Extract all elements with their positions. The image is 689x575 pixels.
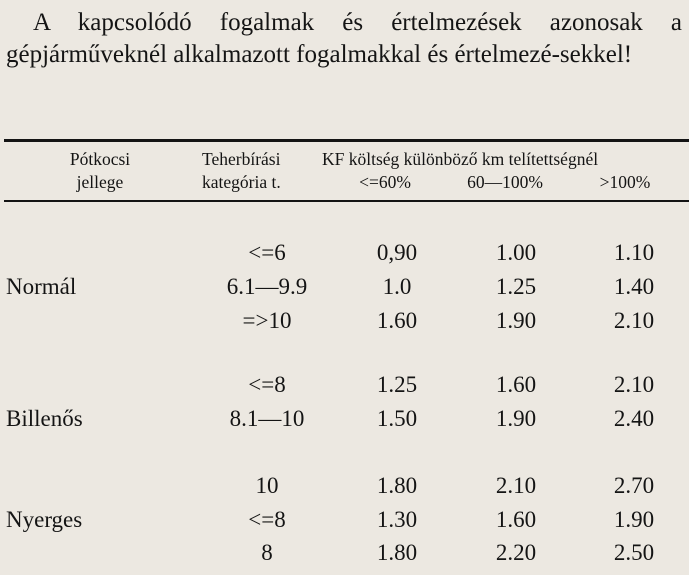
header-cost-group: KF költség különböző km telítettségnél <box>322 149 599 169</box>
row-normal-2-category: 6.1—9.9 <box>226 274 308 299</box>
row-billenos-2-le60: 1.50 <box>376 406 418 431</box>
header-trailer-type <box>48 148 152 194</box>
header-capacity-line2: kategória t. <box>202 172 281 192</box>
group-label-nyerges: Nyerges <box>6 507 83 532</box>
row-normal-3-le60: 1.60 <box>376 308 418 333</box>
header-capacity <box>202 148 281 194</box>
row-billenos-1-gt100: 2.10 <box>613 372 655 397</box>
header-capacity-line1: Teherbírási <box>202 149 281 169</box>
header-col-60-100: 60—100% <box>467 172 543 192</box>
row-normal-1-le60: 0,90 <box>376 240 418 265</box>
row-nyerges-1-le60: 1.80 <box>376 473 418 498</box>
row-billenos-2-gt100: 2.40 <box>613 406 655 431</box>
row-billenos-2-60-100: 1.90 <box>495 406 537 431</box>
group-label-billenos: Billenős <box>6 406 83 431</box>
header-trailer-type-line2: jellege <box>76 172 124 192</box>
row-normal-1-60-100: 1.00 <box>495 240 537 265</box>
row-normal-1-category: <=6 <box>248 240 286 265</box>
row-nyerges-3-gt100: 2.50 <box>613 540 655 565</box>
row-normal-3-category: =>10 <box>242 308 292 333</box>
row-nyerges-1-gt100: 2.70 <box>613 473 655 498</box>
table-top-rule <box>4 139 689 142</box>
row-normal-3-60-100: 1.90 <box>495 308 537 333</box>
row-normal-2-gt100: 1.40 <box>613 274 655 299</box>
row-nyerges-3-60-100: 2.20 <box>495 540 537 565</box>
header-trailer-type-line1: Pótkocsi <box>69 149 131 169</box>
row-nyerges-3-category: 8 <box>261 540 273 565</box>
row-normal-2-60-100: 1.25 <box>495 274 537 299</box>
row-normal-2-le60: 1.0 <box>382 274 412 299</box>
row-billenos-2-category: 8.1—10 <box>229 406 305 431</box>
row-nyerges-1-category: 10 <box>255 473 279 498</box>
row-nyerges-2-category: <=8 <box>248 507 286 532</box>
row-nyerges-3-le60: 1.80 <box>376 540 418 565</box>
row-billenos-1-60-100: 1.60 <box>495 372 537 397</box>
row-normal-3-gt100: 2.10 <box>613 308 655 333</box>
intro-text: A kapcsolódó fogalmak és értelmezések azonosak a gépjárműveknél alkalmazott fogalmakkal és értelmezé-sekkel! <box>6 9 682 68</box>
row-nyerges-2-60-100: 1.60 <box>495 507 537 532</box>
row-billenos-1-le60: 1.25 <box>376 372 418 397</box>
header-col-le60: <=60% <box>359 172 411 192</box>
row-normal-1-gt100: 1.10 <box>613 240 655 265</box>
group-label-normal: Normál <box>6 274 77 299</box>
intro-paragraph <box>6 7 682 70</box>
header-col-gt100: >100% <box>599 172 651 192</box>
table-header-rule <box>4 200 689 202</box>
row-nyerges-2-le60: 1.30 <box>376 507 418 532</box>
row-nyerges-2-gt100: 1.90 <box>613 507 655 532</box>
row-billenos-1-category: <=8 <box>248 372 286 397</box>
row-nyerges-1-60-100: 2.10 <box>495 473 537 498</box>
